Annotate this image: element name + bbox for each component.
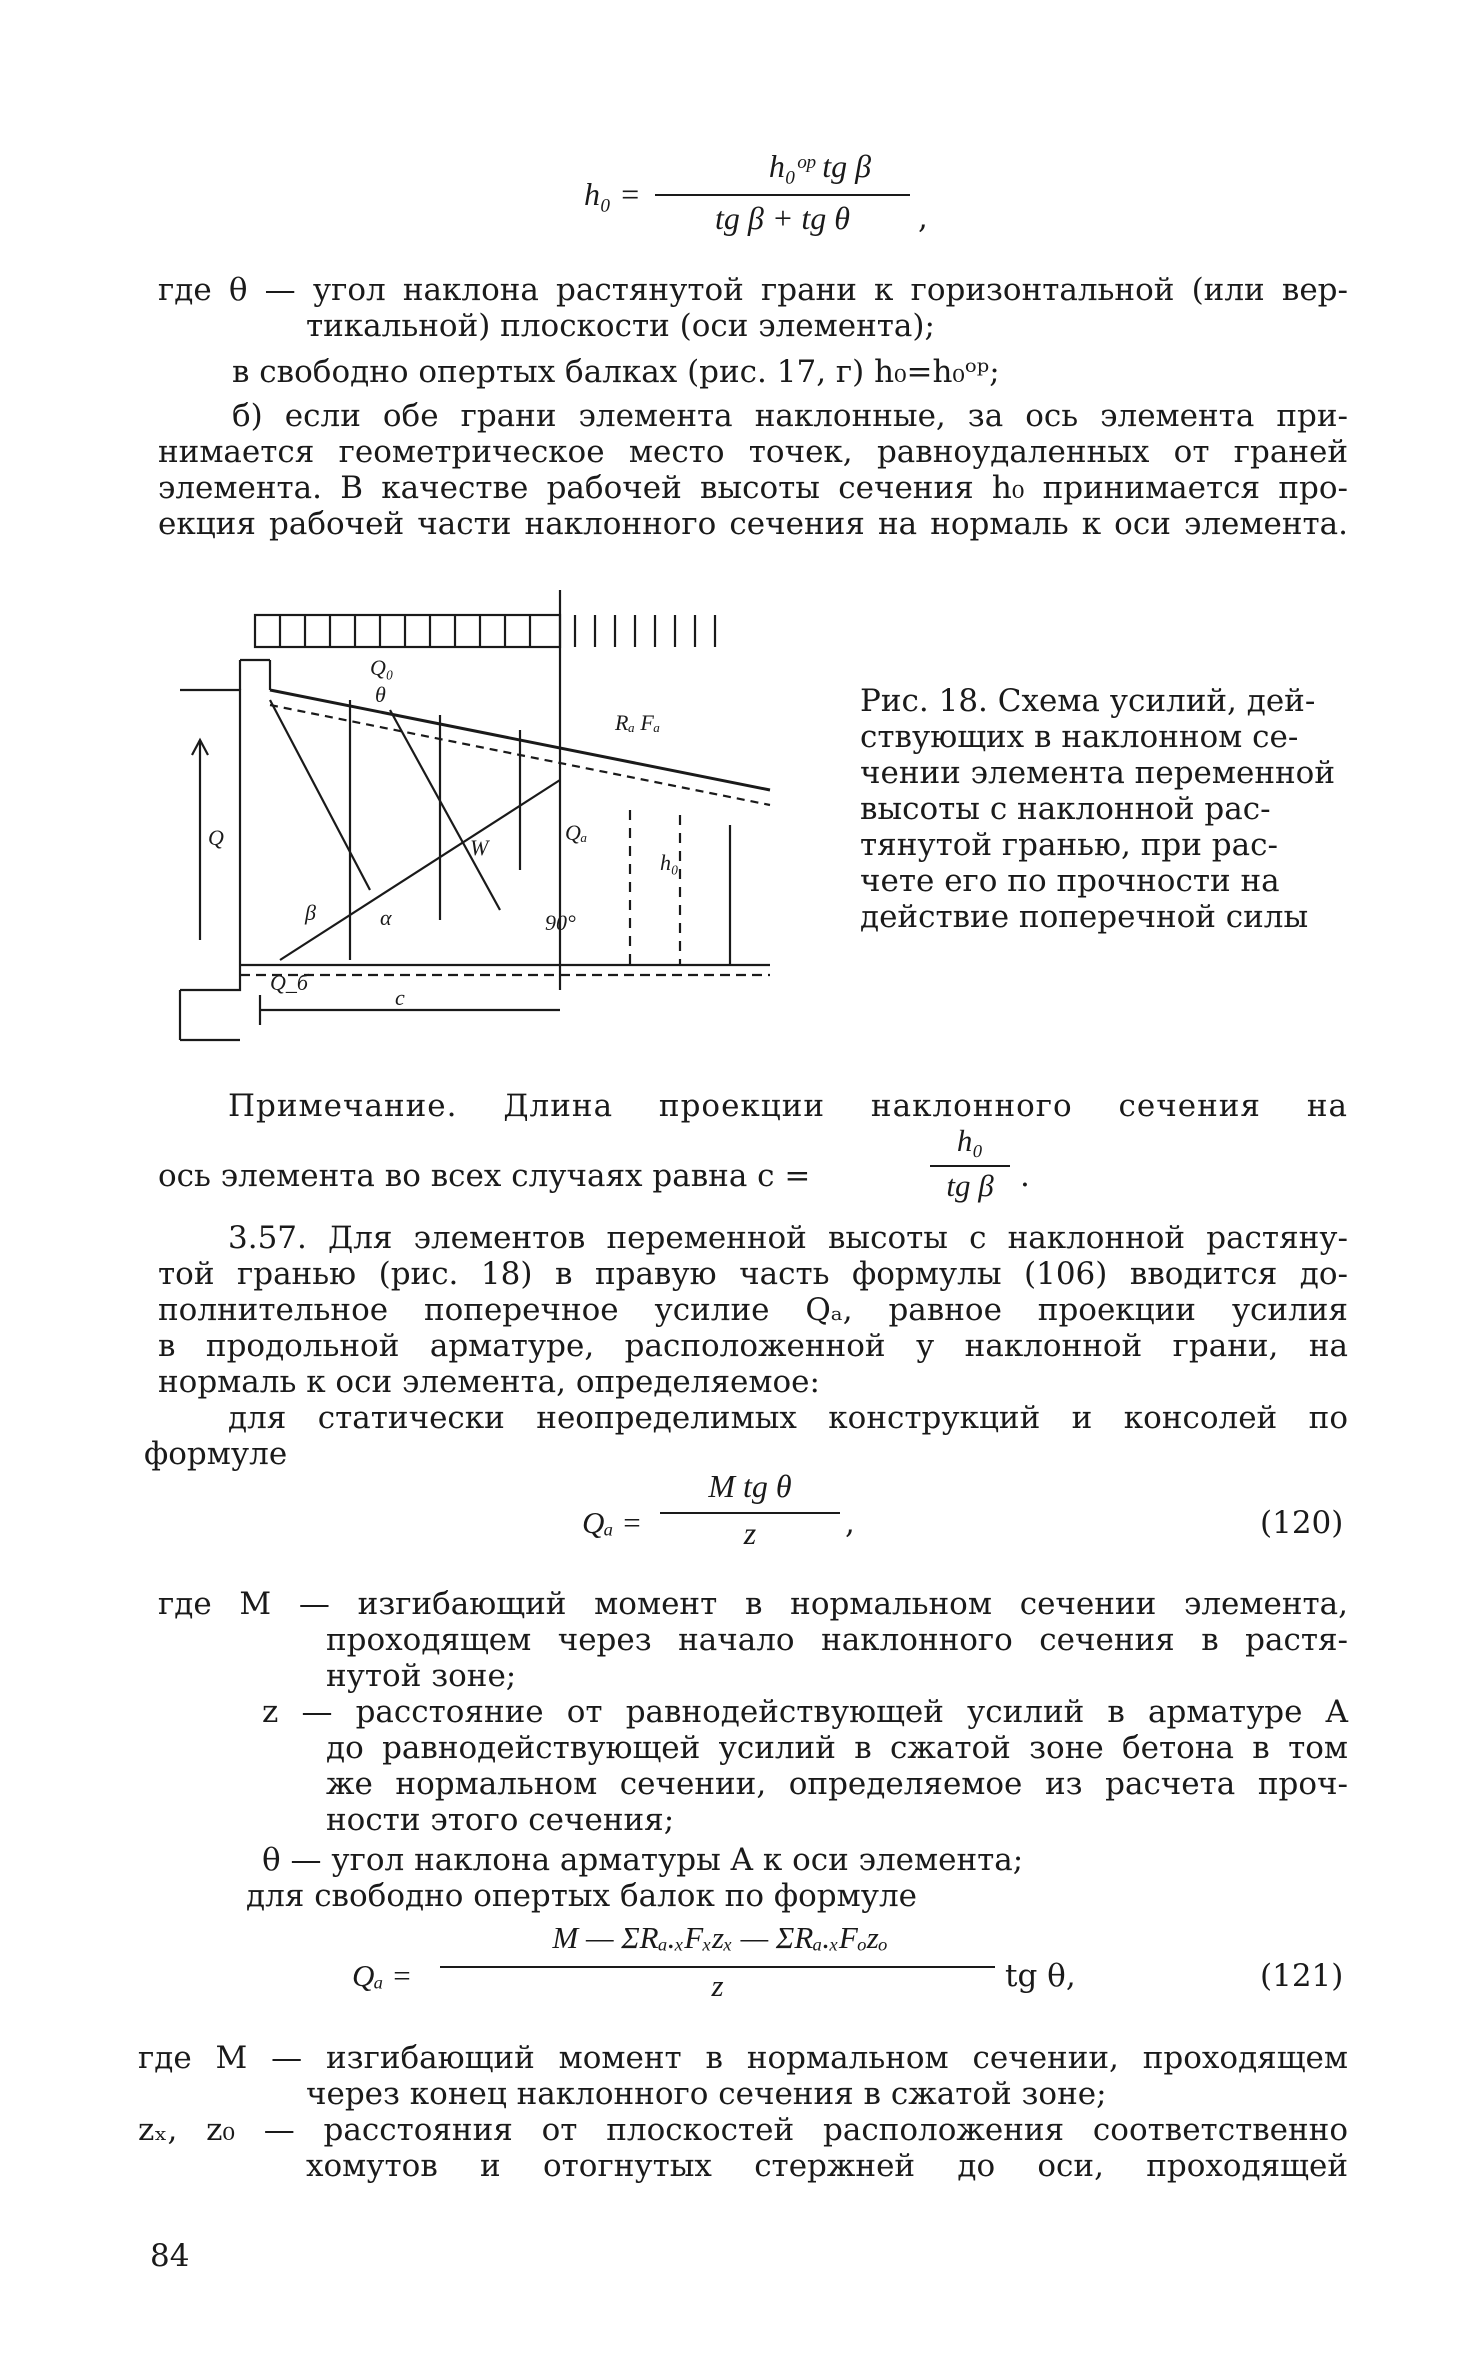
where121-line-1: где M — изгибающий момент в нормальном сечении, проходящем <box>138 2040 1348 2076</box>
para357-line-5: нормаль к оси элемента, определяемое: <box>158 1364 820 1400</box>
where120-line-6: же нормальном сечении, определяемое из расчета проч- <box>326 1766 1348 1802</box>
label-theta: θ <box>375 682 386 707</box>
text-line-6: элемента. В качестве рабочей высоты сечения h₀ принимается про- <box>158 470 1348 506</box>
where120-line-4: z — расстояние от равнодействующей усилий в арматуре A <box>262 1694 1348 1730</box>
formula-h0-denominator: tg β + tg θ <box>714 200 851 236</box>
where120-line-8: θ — угол наклона арматуры A к оси элемента; <box>262 1842 1024 1878</box>
eq120-denominator: z <box>743 1515 757 1551</box>
label-q: Q <box>208 825 224 850</box>
eq121-numerator: M — ΣRₐ.ₓFₓzₓ — ΣRₐ.ₓFₒzₒ <box>552 1920 888 1955</box>
text-line-2: тикальной) плоскости (оси элемента); <box>306 308 935 344</box>
text-line-5: нимается геометрическое место точек, равноудаленных от граней <box>158 434 1348 470</box>
eq120-tail: , <box>845 1505 855 1541</box>
caption-line-5: тянутой гранью, при рас- <box>860 827 1278 863</box>
eq121-denominator: z <box>711 1968 724 2003</box>
label-ra-fa: Rₐ Fₐ <box>615 710 661 735</box>
para357-line-7: формуле <box>144 1436 288 1472</box>
label-alpha: α <box>380 905 392 930</box>
caption-line-2: ствующих в наклонном се- <box>860 719 1299 755</box>
note-line-1: Примечание. Длина проекции наклонного сечения на <box>228 1088 1348 1124</box>
eq120-fraction-bar <box>660 1512 840 1514</box>
caption-line-1: Рис. 18. Схема усилий, дей- <box>860 683 1316 719</box>
text-line-1: где θ — угол наклона растянутой грани к горизонтальной (или вер- <box>158 272 1348 308</box>
note-tail: . <box>1020 1158 1030 1194</box>
where121-line-2: через конец наклонного сечения в сжатой зоне; <box>306 2076 1107 2112</box>
note-fraction-numerator: h₀ <box>956 1123 984 1158</box>
label-h0: h₀ <box>660 850 679 875</box>
where120-line-5: до равнодействующей усилий в сжатой зоне бетона в том <box>326 1730 1348 1766</box>
label-c: c <box>395 985 405 1010</box>
label-q0: Q₀ <box>370 655 394 680</box>
para357-line-1: 3.57. Для элементов переменной высоты с наклонной растяну- <box>228 1220 1348 1256</box>
where120-line-3: нутой зоне; <box>326 1658 517 1694</box>
figure-18-diagram <box>170 590 800 1050</box>
caption-line-3: чении элемента переменной <box>860 755 1335 791</box>
note-fraction-bar <box>930 1165 1010 1167</box>
caption-line-6: чете его по прочности на <box>860 863 1280 899</box>
para357-line-4: в продольной арматуре, расположенной у наклонной грани, на <box>158 1328 1348 1364</box>
eq120-number: (120) <box>1260 1505 1344 1541</box>
para357-line-2: той гранью (рис. 18) в правую часть формулы (106) вводится до- <box>158 1256 1348 1292</box>
text-line-3: в свободно опертых балках (рис. 17, г) h₀=h₀ᵒᵖ; <box>232 354 1000 390</box>
where120-line-9: для свободно опертых балок по формуле <box>246 1878 918 1914</box>
label-90deg: 90° <box>545 910 576 935</box>
label-w: W <box>470 835 489 860</box>
text-line-4: б) если обе грани элемента наклонные, за ось элемента при- <box>232 398 1348 434</box>
label-qa: Qₐ <box>565 820 588 845</box>
where120-line-2: проходящем через начало наклонного сечения в растя- <box>326 1622 1348 1658</box>
note-fraction-denominator: tg β <box>946 1168 994 1203</box>
eq121-lhs: Qₐ = <box>352 1958 413 1993</box>
label-qb: Q_б <box>270 970 308 995</box>
load-hatch <box>280 615 715 647</box>
para357-line-3: полнительное поперечное усилие Qₐ, равное проекции усилия <box>158 1292 1348 1328</box>
eq121-number: (121) <box>1260 1958 1344 1994</box>
formula-h0-lhs: h₀ = <box>584 176 641 212</box>
where121-line-4: хомутов и отогнутых стержней до оси, проходящей <box>306 2148 1348 2184</box>
note-line-2: ось элемента во всех случаях равна c = <box>158 1158 811 1194</box>
eq120-numerator: M tg θ <box>708 1468 792 1504</box>
where120-line-1: где M — изгибающий момент в нормальном сечении элемента, <box>158 1586 1348 1622</box>
caption-line-4: высоты с наклонной рас- <box>860 791 1271 827</box>
caption-line-7: действие поперечной силы <box>860 899 1309 935</box>
where121-line-3: zₓ, z₀ — расстояния от плоскостей расположения соответственно <box>138 2112 1348 2148</box>
formula-h0-numerator: h₀ᵒᵖ tg β <box>768 148 872 184</box>
formula-h0-fraction-bar <box>655 194 910 196</box>
eq121-tail: tg θ, <box>1005 1958 1076 1994</box>
formula-h0-tail: , <box>918 200 928 236</box>
label-beta: β <box>305 900 316 925</box>
para357-line-6: для статически неопределимых конструкций и консолей по <box>228 1400 1348 1436</box>
page-number: 84 <box>150 2238 190 2274</box>
where120-line-7: ности этого сечения; <box>326 1802 675 1838</box>
eq120-lhs: Qₐ = <box>582 1505 643 1540</box>
text-line-7: екция рабочей части наклонного сечения на нормаль к оси элемента. <box>158 506 1348 542</box>
